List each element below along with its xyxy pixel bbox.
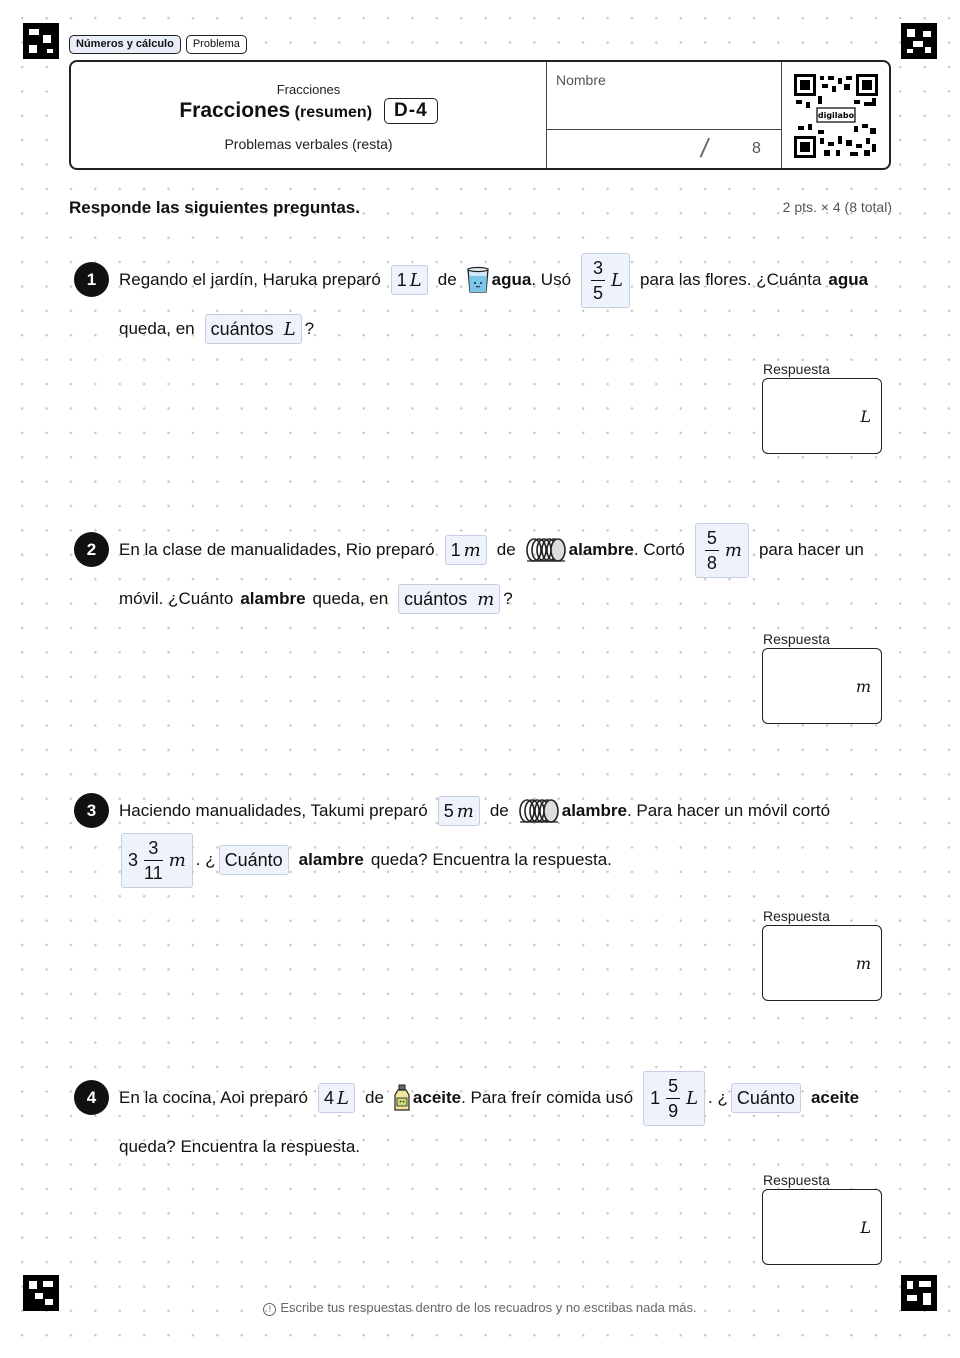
question-3-line-2: 3 3 11 m . ¿ Cuánto alambre queda? Encuentra la respuesta. bbox=[119, 830, 612, 890]
answer-box-2[interactable] bbox=[762, 648, 882, 724]
question-number: 1 bbox=[74, 262, 109, 297]
question-number: 3 bbox=[74, 793, 109, 828]
wire-coil-icon bbox=[518, 798, 560, 824]
question-highlight: cuántos L bbox=[205, 314, 302, 344]
question-number: 4 bbox=[74, 1080, 109, 1115]
instructions: Responde las siguientes preguntas. bbox=[69, 198, 360, 217]
amount-highlight: 1 m bbox=[445, 535, 487, 565]
answer-unit: m bbox=[855, 677, 871, 696]
fraction-highlight: 3 3 11 m bbox=[121, 833, 193, 888]
score-slash: / bbox=[698, 133, 711, 163]
title-main: Fracciones bbox=[179, 99, 291, 122]
name-label: Nombre bbox=[556, 72, 606, 88]
question-4-line-2: queda? Encuentra la respuesta. bbox=[119, 1137, 361, 1156]
question-2-line-2: móvil. ¿Cuánto alambre queda, en cuántos m ? bbox=[119, 584, 513, 614]
question-number: 2 bbox=[74, 532, 109, 567]
oil-bottle-icon bbox=[393, 1084, 411, 1112]
title-section bbox=[71, 62, 547, 168]
answer-box-4[interactable] bbox=[762, 1189, 882, 1265]
qr-section bbox=[781, 62, 890, 168]
answer-label: Respuesta bbox=[763, 908, 830, 924]
amount-highlight: 5 m bbox=[438, 796, 480, 826]
fraction-highlight: 1 5 9 L bbox=[643, 1071, 705, 1126]
question-1-line-1: Regando el jardín, Haruka preparó 1 L de agua . Usó 3 5 L para las flores. ¿Cuánta agua bbox=[119, 250, 868, 310]
category-tags bbox=[69, 35, 247, 54]
answer-label: Respuesta bbox=[763, 631, 830, 647]
question-3-line-1: Haciendo manualidades, Takumi preparó 5 m de alambre . Para hacer un móvil cortó bbox=[119, 793, 830, 829]
answer-label: Respuesta bbox=[763, 1172, 830, 1188]
title-paren: (resumen) bbox=[294, 104, 373, 121]
answer-unit: L bbox=[860, 407, 871, 426]
score-field[interactable] bbox=[547, 130, 781, 168]
question-highlight: Cuánto bbox=[219, 845, 289, 875]
tag-type: Problema bbox=[186, 35, 247, 54]
question-highlight: Cuánto bbox=[731, 1083, 801, 1113]
fraction-highlight: 3 5 L bbox=[581, 253, 630, 308]
corner-marker-top-right bbox=[901, 23, 937, 59]
amount-highlight: 4 L bbox=[318, 1083, 355, 1113]
question-4-line-1: En la cocina, Aoi preparó 4 L de aceite . Para freír comida usó 1 5 9 L . ¿ Cuánto aceite bbox=[119, 1067, 859, 1129]
points-info: 2 pts. × 4 (8 total) bbox=[782, 199, 892, 215]
question-1-line-2: queda, en cuántos L ? bbox=[119, 314, 314, 344]
amount-highlight: 1 L bbox=[391, 265, 428, 295]
fraction-highlight: 5 8 m bbox=[695, 523, 749, 578]
tag-category: Números y cálculo bbox=[69, 35, 181, 54]
answer-box-3[interactable] bbox=[762, 925, 882, 1001]
name-field[interactable] bbox=[547, 62, 781, 130]
qr-label: digilabo bbox=[817, 111, 855, 120]
question-highlight: cuántos m bbox=[398, 584, 500, 614]
page-title bbox=[71, 98, 546, 124]
wire-coil-icon bbox=[525, 537, 567, 563]
footer-text: Escribe tus respuestas dentro de los recuadros y no escribas nada más. bbox=[280, 1300, 697, 1315]
info-icon: ! bbox=[263, 1303, 276, 1316]
answer-label: Respuesta bbox=[763, 361, 830, 377]
worksheet-code: D-4 bbox=[384, 98, 438, 124]
max-score: 8 bbox=[752, 140, 761, 157]
header-caption: Problemas verbales (resta) bbox=[224, 136, 393, 152]
worksheet-header bbox=[69, 60, 891, 170]
header-subtitle: Fracciones bbox=[276, 82, 341, 97]
qr-code-icon bbox=[794, 74, 878, 158]
answer-unit: L bbox=[860, 1218, 871, 1237]
footer-note bbox=[0, 1300, 960, 1316]
answer-box-1[interactable] bbox=[762, 378, 882, 454]
corner-marker-top-left bbox=[23, 23, 59, 59]
answer-unit: m bbox=[855, 954, 871, 973]
water-glass-icon bbox=[466, 266, 490, 294]
question-2-line-1: En la clase de manualidades, Rio preparó 1 m de alambre . Cortó 5 8 m para hacer un bbox=[119, 520, 864, 580]
